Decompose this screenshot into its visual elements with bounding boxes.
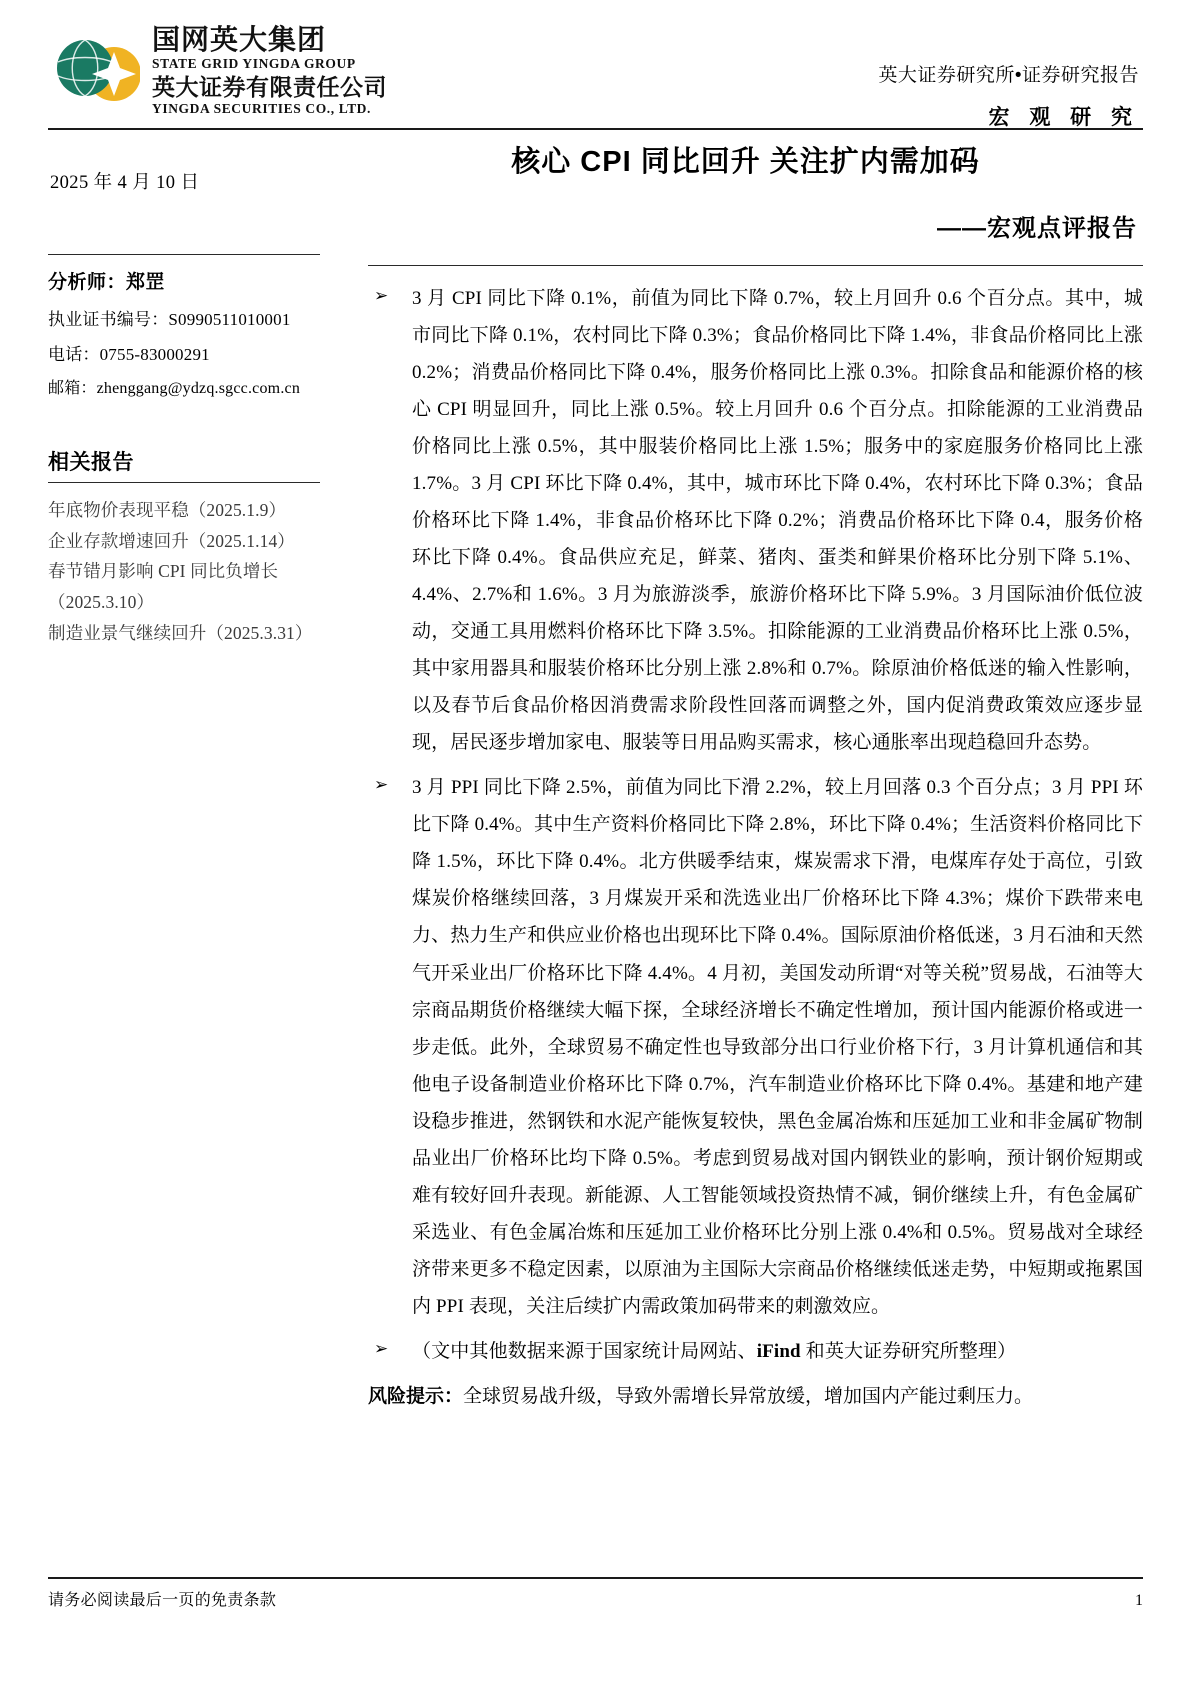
analyst-divider [48, 254, 320, 255]
list-item[interactable]: 年底物价表现平稳（2025.1.9） [48, 500, 287, 520]
source-note-suffix: 和英大证券研究所整理） [800, 1341, 1017, 1362]
page-footer [48, 1577, 1143, 1610]
list-item[interactable]: 春节错月影响 CPI 同比负增长 [48, 561, 279, 582]
risk-warning-label: 风险提示： [368, 1386, 464, 1408]
bullet-item-cpi [368, 280, 1143, 762]
paragraph-ppi: 3 月 PPI 同比下降 2.5%，前值为同比下滑 2.2%，较上月回落 0.3 个百分点；3 月 PPI 环比下降 0.4%。其中生产资料价格同比下降 2.8%，环比下降 0.4%；生活资料价格同比下降 1.5%，环比下降 0.4%。北方供暖季结束，煤炭需求下滑，电煤库存处于高位，引致煤炭价格继续回落，3 月煤炭开采和洗选业出厂价格环比下降 4.3%；煤价下跌带来电力、热力生产和供应业价格也出现环比下降 0.4%。国际原油价格低迷，3 月石油和天然气开采业出厂价格环比下降 4.4%。4 月初，美国发动所谓“对等关税”贸易战，石油等大宗商品期货价格继续大幅下探，全球经济增长不确定性增加，预计国内能源价格或进一步走低。此外，全球贸易不确定性也导致部分出口行业价格下行，3 月计算机通信和其他电子设备制造业价格环比下降 0.7%，汽车制造业价格环比下降 0.4%。基建和地产建设稳步推进，然钢铁和水泥产能恢复较快，黑色金属冶炼和压延加工业和非金属矿物制品业出厂价格环比均下降 0.5%。考虑到贸易战对国内钢铁业的影响，预计钢价短期或难有较好回升表现。新能源、人工智能领域投资热情不减，铜价继续上升，有色金属矿采选业、有色金属冶炼和压延加工业价格环比分别上涨 0.4%和 0.5%。贸易战对全球经济带来更多不稳定因素，以原油为主国际大宗商品价格继续低迷走势，中短期或拖累国内 PPI 表现，关注后续扩内需政策加码带来的刺激效应。 [412, 777, 1143, 1317]
research-category-label: 宏 观 研 究 [988, 106, 1139, 129]
source-note-prefix: （文中其他数据来源于国家统计局网站、 [412, 1341, 757, 1362]
header-identification [878, 26, 1143, 131]
company-logo [48, 26, 387, 115]
risk-warning [368, 1378, 1143, 1415]
sidebar [48, 130, 344, 1415]
logo-company-name-en: YINGDA SECURITIES CO., LTD. [152, 100, 372, 116]
main-column [344, 130, 1143, 1415]
page-subtitle: ——宏观点评报告 [937, 214, 1137, 242]
source-note-ifind: iFind [756, 1341, 801, 1362]
page-content [48, 130, 1143, 1415]
analyst-email[interactable]: 邮箱：zhenggang@ydzq.sgcc.com.cn [48, 380, 301, 397]
analyst-phone: 电话：0755-83000291 [48, 345, 210, 364]
arrow-bullet-icon: ➢ [374, 285, 389, 306]
page-header [48, 0, 1143, 129]
logo-group-name-cn: 国网英大集团 [152, 24, 327, 55]
arrow-bullet-icon: ➢ [374, 1339, 389, 1359]
state-grid-yingda-logo-icon [52, 32, 140, 110]
list-item[interactable]: 制造业景气继续回升（2025.3.31） [48, 622, 313, 643]
related-reports-list [48, 495, 320, 648]
related-reports-heading: 相关报告 [48, 451, 134, 474]
bullet-item-ppi [368, 769, 1143, 1325]
page-number: 1 [1135, 1592, 1143, 1609]
bullet-item-source [368, 1333, 1143, 1370]
title-block [368, 138, 1143, 243]
analyst-name: 分析师：郑罡 [48, 272, 166, 293]
list-item[interactable]: 企业存款增速回升（2025.1.14） [48, 530, 295, 551]
research-institute-label: 英大证券研究所•证券研究报告 [878, 65, 1139, 86]
paragraph-cpi: 3 月 CPI 同比下降 0.1%，前值为同比下降 0.7%，较上月回升 0.6 个百分点。其中，城市同比下降 0.1%，农村同比下降 0.3%；食品价格同比下降 1.4%，非食品价格同比上涨 0.2%；消费品价格同比下降 0.4%，服务价格同比上涨 0.3%。扣除食品和能源价格的核心 CPI 明显回升，同比上涨 0.5%。较上月回升 0.6 个百分点。扣除能源的工业消费品价格同比上涨 0.5%，其中服装价格同比上涨 1.5%；服务中的家庭服务价格同比上涨 1.7%。3 月 CPI 环比下降 0.4%，其中，城市环比下降 0.4%，农村环比下降 0.3%；食品价格环比下降 1.4%，非食品价格环比下降 0.2%；消费品价格环比下降 0.4，服务价格环比下降 0.4%。食品供应充足，鲜菜、猪肉、蛋类和鲜果价格环比分别下降 5.1%、4.4%、2.7%和 1.6%。3 月为旅游淡季，旅游价格环比下降 5.9%。3 月国际油价低位波动，交通工具用燃料价格环比下降 3.5%。扣除能源的工业消费品价格环比上涨 0.5%，其中家用器具和服装价格环比分别上涨 2.8%和 0.7%。除原油价格低迷的输入性影响，以及春节后食品价格因消费需求阶段性回落而调整之外，国内促消费政策效应逐步显现，居民逐步增加家电、服装等日用品购买需求，核心通胀率出现趋稳回升态势。 [412, 287, 1143, 754]
page-title: 核心 CPI 同比回升 关注扩内需加码 [511, 146, 980, 178]
footer-divider [48, 1577, 1143, 1579]
logo-group-name-en: STATE GRID YINGDA GROUP [152, 56, 356, 71]
title-divider [368, 265, 1143, 266]
list-item[interactable]: （2025.3.10） [48, 591, 155, 612]
footer-disclaimer: 请务必阅读最后一页的免责条款 [48, 1592, 277, 1609]
related-reports-divider [48, 482, 320, 483]
paragraph-source-note [412, 1333, 1143, 1370]
risk-warning-text: 全球贸易战升级，导致外需增长异常放缓，增加国内产能过剩压力。 [463, 1386, 1034, 1408]
logo-company-name-cn: 英大证券有限责任公司 [152, 73, 387, 100]
arrow-bullet-icon: ➢ [374, 775, 389, 796]
report-body [368, 280, 1143, 1415]
publish-date: 2025 年 4 月 10 日 [50, 173, 200, 193]
analyst-license: 执业证书编号：S0990511010001 [48, 310, 291, 329]
logo-wordmark [152, 26, 387, 115]
